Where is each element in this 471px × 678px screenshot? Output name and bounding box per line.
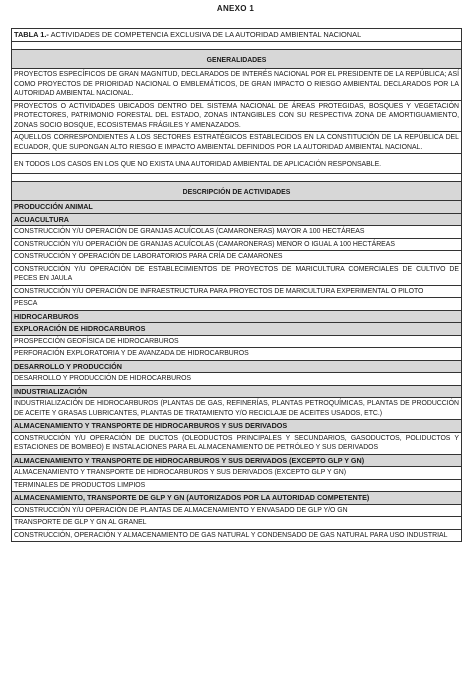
table-title-prefix: TABLA 1.-: [14, 30, 49, 39]
table-title-row: [12, 29, 461, 42]
activity-item: CONSTRUCCIÓN Y/U OPERACIÓN DE GRANJAS ACUÍCOLAS (CAMARONERAS) MAYOR A 100 HECTÁREAS: [12, 226, 461, 239]
generalidades-heading: GENERALIDADES: [12, 50, 461, 70]
subsection-heading: EXPLORACIÓN DE HIDROCARBUROS: [12, 323, 461, 336]
activity-item: ALMACENAMIENTO Y TRANSPORTE DE HIDROCARBUROS Y SUS DERIVADOS (EXCEPTO GLP Y GN): [12, 467, 461, 480]
activity-item: CONSTRUCCIÓN Y/U OPERACIÓN DE ESTABLECIMIENTOS DE PROYECTOS DE MARICULTURA COMERCIALES DE CULTIVO DE PECES EN JAULA: [12, 264, 461, 286]
activity-rows: [12, 201, 461, 542]
activity-item: CONSTRUCCIÓN Y OPERACIÓN DE LABORATORIOS PARA CRÍA DE CAMARONES: [12, 251, 461, 264]
activities-table: [11, 28, 462, 542]
subsection-heading: INDUSTRIALIZACIÓN: [12, 386, 461, 399]
subsection-heading: ACUACULTURA: [12, 214, 461, 227]
activity-item: TERMINALES DE PRODUCTOS LIMPIOS: [12, 480, 461, 493]
activity-item: DESARROLLO Y PRODUCCIÓN DE HIDROCARBUROS: [12, 373, 461, 386]
spacer-row: [12, 42, 461, 50]
generalidades-item: EN TODOS LOS CASOS EN LOS QUE NO EXISTA UNA AUTORIDAD AMBIENTAL DE APLICACIÓN RESPONSABLE.: [12, 154, 461, 174]
activity-item: PROSPECCIÓN GEOFÍSICA DE HIDROCARBUROS: [12, 336, 461, 349]
activity-item: PESCA: [12, 298, 461, 311]
subsection-heading: ALMACENAMIENTO Y TRANSPORTE DE HIDROCARBUROS Y SUS DERIVADOS (EXCEPTO GLP Y GN): [12, 455, 461, 468]
subsection-heading: ALMACENAMIENTO Y TRANSPORTE DE HIDROCARBUROS Y SUS DERIVADOS: [12, 420, 461, 433]
subsection-heading: ALMACENAMIENTO, TRANSPORTE DE GLP Y GN (AUTORIZADOS POR LA AUTORIDAD COMPETENTE): [12, 492, 461, 505]
activity-item: CONSTRUCCIÓN Y/U OPERACIÓN DE PLANTAS DE ALMACENAMIENTO Y ENVASADO DE GLP Y/O GN: [12, 505, 461, 518]
generalidades-item: AQUELLOS CORRESPONDIENTES A LOS SECTORES ESTRATÉGICOS ESTABLECIDOS EN LA CONSTITUCIÓN DE LA REPÚBLICA DEL ECUADOR, QUE SUPONGAN ALTO RIESGO E IMPACTO AMBIENTAL DEFINIDOS POR LA AUTORIDAD AMBIENTAL NACIONAL.: [12, 132, 461, 154]
generalidades-item: PROYECTOS O ACTIVIDADES UBICADOS DENTRO DEL SISTEMA NACIONAL DE ÁREAS PROTEGIDAS, BOSQUES Y VEGETACIÓN PROTECTORES, PATRIMONIO FORESTAL DEL ESTADO, ZONAS INTANGIBLES CON SU RESPECTIVA ZONA DE AMORTIGUAMIENTO, ZONAS SOCIO BOSQUE, ECOSISTEMAS FRÁGILES Y AMENAZADOS.: [12, 101, 461, 133]
activity-item: CONSTRUCCIÓN Y/U OPERACIÓN DE INFRAESTRUCTURA PARA PROYECTOS DE MARICULTURA EXPERIMENTAL O PILOTO: [12, 286, 461, 299]
activity-item: CONSTRUCCIÓN Y/U OPERACIÓN DE GRANJAS ACUÍCOLAS (CAMARONERAS) MENOR O IGUAL A 100 HECTÁREAS: [12, 239, 461, 252]
annex-title: ANEXO 1: [216, 4, 255, 13]
generalidades-item: PROYECTOS ESPECÍFICOS DE GRAN MAGNITUD, DECLARADOS DE INTERÉS NACIONAL POR EL PRESIDENTE DE LA REPÚBLICA; ASÍ COMO PROYECTOS DE PRIORIDAD NACIONAL O EMBLEMÁTICOS, DE GRAN IMPACTO O RIESGO AMBIENTAL DECLARADOS POR LA AUTORIDAD AMBIENTAL NACIONAL.: [12, 69, 461, 101]
section-heading: HIDROCARBUROS: [12, 311, 461, 324]
spacer-row: [12, 174, 461, 182]
activity-item: PERFORACIÓN EXPLORATORIA Y DE AVANZADA DE HIDROCARBUROS: [12, 348, 461, 361]
activity-item: INDUSTRIALIZACIÓN DE HIDROCARBUROS (PLANTAS DE GAS, REFINERÍAS, PLANTAS PETROQUÍMICAS, PLANTAS DE PRODUCCIÓN DE ACEITE Y GRASAS LUBRICANTES, PLANTAS DE TRATAMIENTO Y/O RECICLAJE DE ACEITES USADOS, ETC.): [12, 398, 461, 420]
table-title-text: ACTIVIDADES DE COMPETENCIA EXCLUSIVA DE LA AUTORIDAD AMBIENTAL NACIONAL: [50, 30, 362, 39]
subsection-heading: DESARROLLO Y PRODUCCIÓN: [12, 361, 461, 374]
descripcion-heading: DESCRIPCIÓN DE ACTIVIDADES: [12, 182, 461, 202]
activity-item: TRANSPORTE DE GLP Y GN AL GRANEL: [12, 517, 461, 530]
activity-item: CONSTRUCCIÓN, OPERACIÓN Y ALMACENAMIENTO DE GAS NATURAL Y CONDENSADO DE GAS NATURAL PARA USO INDUSTRIAL: [12, 530, 461, 543]
activity-item: CONSTRUCCIÓN Y/U OPERACIÓN DE DUCTOS (OLEODUCTOS PRINCIPALES Y SECUNDARIOS, GASODUCTOS, POLIDUCTOS Y ESTACIONES DE BOMBEO) E INSTALACIONES PARA EL ALMACENAMIENTO DE PETRÓLEO Y SUS DERIVADOS: [12, 433, 461, 455]
section-heading: PRODUCCIÓN ANIMAL: [12, 201, 461, 214]
